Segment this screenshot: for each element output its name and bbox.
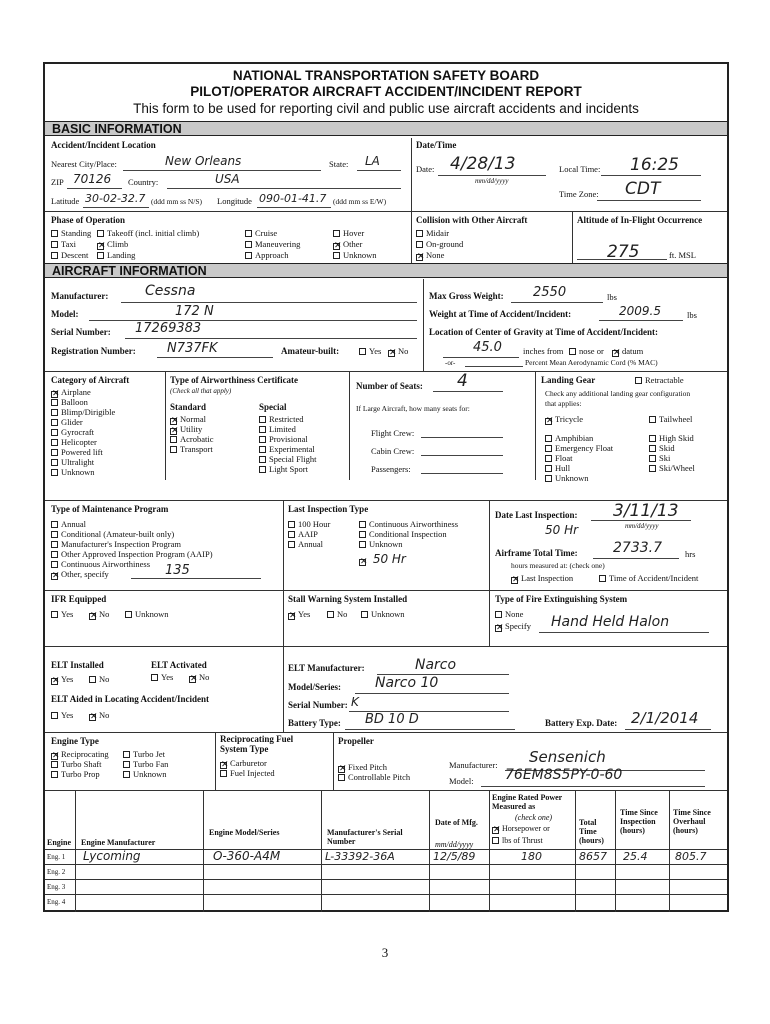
row1-total[interactable]: 8657 xyxy=(579,850,607,863)
row4-engine: Eng. 4 xyxy=(47,898,66,906)
dli-hint: mm/dd/yyyy xyxy=(625,522,659,530)
time-zone-label: Time Zone: xyxy=(559,189,599,199)
landing-gear-title: Landing Gear xyxy=(541,375,596,385)
date-value[interactable]: 4/28/13 xyxy=(450,154,516,174)
latitude-hint: (ddd mm ss N/S) xyxy=(151,197,203,206)
stall-yes[interactable]: ✕Yes xyxy=(289,609,311,621)
gear-unknown[interactable]: Unknown xyxy=(545,473,589,483)
stall-warning-title: Stall Warning System Installed xyxy=(288,594,408,604)
row1-power[interactable]: 180 xyxy=(521,850,542,863)
std-normal[interactable]: ✕Normal xyxy=(171,414,206,426)
local-time-label: Local Time: xyxy=(559,164,601,174)
stall-no[interactable]: No xyxy=(327,609,347,619)
row1-tso[interactable]: 805.7 xyxy=(675,850,707,863)
seats-label: Number of Seats: xyxy=(356,381,423,391)
battery-type-label: Battery Type: xyxy=(288,718,341,728)
propeller-title: Propeller xyxy=(338,736,374,746)
prog-aaip[interactable]: Other Approved Inspection Program (AAIP) xyxy=(51,549,213,559)
engine-type-title: Engine Type xyxy=(51,736,99,746)
cg-datum[interactable]: ✕datum xyxy=(613,346,644,358)
weight-at-accident-value[interactable]: 2009.5 xyxy=(619,304,661,318)
collision-midair[interactable]: Midair xyxy=(416,228,449,238)
elt-installed-title: ELT Installed xyxy=(51,660,104,670)
gear-emergency-float[interactable]: Emergency Float xyxy=(545,443,613,453)
elt-aided-yes[interactable]: Yes xyxy=(51,710,73,720)
sp-special-flight[interactable]: Special Flight xyxy=(259,454,316,464)
cat-airplane[interactable]: ✕Airplane xyxy=(52,387,91,399)
date-hint: mm/dd/yyyy xyxy=(475,177,509,185)
insp-continuous[interactable]: Continuous Airworthiness xyxy=(359,519,458,529)
etype-turbo-shaft[interactable]: Turbo Shaft xyxy=(51,759,102,769)
insp-aaip[interactable]: AAIP xyxy=(288,529,318,539)
std-transport[interactable]: Transport xyxy=(170,444,213,454)
col-thrust[interactable]: lbs of Thrust xyxy=(492,836,543,845)
location-title: Accident/Incident Location xyxy=(51,140,156,150)
ifr-no[interactable]: ✕No xyxy=(90,609,110,621)
gear-high-skid[interactable]: High Skid xyxy=(649,433,694,443)
phase-climb[interactable]: ✕Climb xyxy=(98,239,129,251)
band-basic-information: BASIC INFORMATION xyxy=(45,121,727,136)
cat-gyrocraft[interactable]: Gyrocraft xyxy=(51,427,94,437)
cg-inches: inches from xyxy=(523,346,564,356)
gear-skid[interactable]: Skid xyxy=(649,443,675,453)
fire-ext-title: Type of Fire Extinguishing System xyxy=(495,594,628,604)
cat-unknown[interactable]: Unknown xyxy=(51,467,95,477)
etype-turbo-fan[interactable]: Turbo Fan xyxy=(123,759,168,769)
weight-at-accident-label: Weight at Time of Accident/Incident: xyxy=(429,309,572,319)
elt-model-label: Model/Series: xyxy=(288,682,341,692)
gear-tricycle[interactable]: ✕Tricycle xyxy=(546,414,584,426)
col-tso: Time Since Overhaul (hours) xyxy=(673,808,711,835)
phase-taxi[interactable]: Taxi xyxy=(51,239,76,249)
insp-annual[interactable]: Annual xyxy=(288,539,323,549)
col-engine: Engine xyxy=(47,838,72,847)
sp-restricted[interactable]: Restricted xyxy=(259,414,303,424)
stall-unknown[interactable]: Unknown xyxy=(361,609,405,619)
phase-descent[interactable]: Descent xyxy=(51,250,88,260)
etype-reciprocating[interactable]: ✕Reciprocating xyxy=(52,749,109,761)
col-engine-mfr: Engine Manufacturer xyxy=(81,838,156,847)
elt-aided-title: ELT Aided in Locating Accident/Incident xyxy=(51,694,210,704)
altitude-unit: ft. MSL xyxy=(669,250,696,260)
category-title: Category of Aircraft xyxy=(51,375,130,385)
latitude-value[interactable]: 30-02-32.7 xyxy=(85,192,146,205)
prop-controllable-pitch[interactable]: Controllable Pitch xyxy=(338,772,410,782)
std-acrobatic[interactable]: Acrobatic xyxy=(170,434,214,444)
phase-maneuvering[interactable]: Maneuvering xyxy=(245,239,300,249)
phase-unknown[interactable]: Unknown xyxy=(333,250,377,260)
row2-engine: Eng. 2 xyxy=(47,868,66,876)
date-last-inspection-value[interactable]: 3/11/13 xyxy=(613,501,679,521)
prop-mfr-label: Manufacturer: xyxy=(449,760,498,770)
col-engine-model: Engine Model/Series xyxy=(209,828,280,837)
form-subtitle: This form to be used for reporting civil and public use aircraft accidents and incidents xyxy=(133,101,639,116)
row1-date[interactable]: 12/5/89 xyxy=(433,850,476,863)
standard-title: Standard xyxy=(170,402,207,412)
att-hrs: hrs xyxy=(685,549,696,559)
special-title: Special xyxy=(259,402,287,412)
gear-tailwheel[interactable]: Tailwheel xyxy=(649,414,692,424)
altitude-title: Altitude of In-Flight Occurrence xyxy=(577,215,703,225)
sp-light-sport[interactable]: Light Sport xyxy=(259,464,308,474)
band-aircraft-information: AIRCRAFT INFORMATION xyxy=(45,263,727,278)
col-tsi: Time Since Inspection (hours) xyxy=(620,808,658,835)
fire-ext-value[interactable]: Hand Held Halon xyxy=(551,614,670,630)
sp-limited[interactable]: Limited xyxy=(259,424,296,434)
etype-turbo-prop[interactable]: Turbo Prop xyxy=(51,769,100,779)
col-date-mfg: Date of Mfg. xyxy=(435,818,478,827)
model-label: Model: xyxy=(51,309,79,319)
ifr-unknown[interactable]: Unknown xyxy=(125,609,169,619)
elt-installed-yes[interactable]: ✕Yes xyxy=(52,674,74,686)
amateur-no[interactable]: ✕No xyxy=(389,346,409,358)
phase-cruise[interactable]: Cruise xyxy=(245,228,277,238)
phase-hover[interactable]: Hover xyxy=(333,228,364,238)
wt-lbs: lbs xyxy=(687,310,697,320)
cat-blimp[interactable]: Blimp/Dirigible xyxy=(51,407,115,417)
maint-program-title: Type of Maintenance Program xyxy=(51,504,169,514)
phase-landing[interactable]: Landing xyxy=(97,250,135,260)
gear-ski[interactable]: Ski xyxy=(649,453,670,463)
phase-takeoff[interactable]: Takeoff (incl. initial climb) xyxy=(97,228,199,238)
cabin-crew-label: Cabin Crew: xyxy=(371,446,415,456)
elt-activated-no[interactable]: ✕No xyxy=(190,672,210,684)
max-gross-weight-label: Max Gross Weight: xyxy=(429,291,504,301)
elt-activated-title: ELT Activated xyxy=(151,660,207,670)
datetime-title: Date/Time xyxy=(416,140,457,150)
insp-conditional[interactable]: Conditional Inspection xyxy=(359,529,447,539)
elt-installed-no[interactable]: No xyxy=(89,674,109,684)
elt-mfr-value[interactable]: Narco xyxy=(415,657,457,673)
prop-model-value[interactable]: 76EM8S5PY-0-60 xyxy=(505,767,623,783)
country-label: Country: xyxy=(128,177,159,187)
col-serial: Manufacturer's Serial Number xyxy=(327,828,403,846)
collision-title: Collision with Other Aircraft xyxy=(416,215,528,225)
elt-serial-value[interactable]: K xyxy=(351,695,359,709)
battery-exp-value[interactable]: 2/1/2014 xyxy=(631,709,699,727)
col-date-hint: mm/dd/yyyy xyxy=(435,840,474,849)
seats-value[interactable]: 4 xyxy=(457,371,468,391)
col-horsepower[interactable]: ✕Horsepower or xyxy=(493,824,550,835)
registration-value[interactable]: N737FK xyxy=(167,341,218,356)
seats-large-hint: If Large Aircraft, how many seats for: xyxy=(356,404,470,413)
fire-specify[interactable]: ✕Specify xyxy=(496,621,531,633)
phase-approach[interactable]: Approach xyxy=(245,250,289,260)
amateur-built-label: Amateur-built: xyxy=(281,346,340,356)
local-time-value[interactable]: 16:25 xyxy=(630,155,679,175)
ifr-yes[interactable]: Yes xyxy=(51,609,73,619)
elt-serial-label: Serial Number: xyxy=(288,700,348,710)
accident-report-form xyxy=(43,62,729,912)
model-value[interactable]: 172 N xyxy=(175,304,214,319)
prog-manufacturer[interactable]: Manufacturer's Inspection Program xyxy=(51,539,181,549)
etype-turbo-jet[interactable]: Turbo Jet xyxy=(123,749,165,759)
registration-label: Registration Number: xyxy=(51,346,136,356)
altitude-value[interactable]: 275 xyxy=(607,242,640,262)
state-label: State: xyxy=(329,159,349,169)
insp-100-hour[interactable]: 100 Hour xyxy=(288,519,330,529)
cg-nose[interactable]: nose or xyxy=(569,346,604,356)
flight-crew-label: Flight Crew: xyxy=(371,428,415,438)
cat-ultralight[interactable]: Ultralight xyxy=(51,457,94,467)
cat-balloon[interactable]: Balloon xyxy=(51,397,88,407)
elt-activated-yes[interactable]: Yes xyxy=(151,672,173,682)
mgw-lbs: lbs xyxy=(607,292,617,302)
longitude-value[interactable]: 090-01-41.7 xyxy=(259,192,327,205)
phase-title: Phase of Operation xyxy=(51,215,125,225)
insp-unknown[interactable]: Unknown xyxy=(359,539,403,549)
passengers-label: Passengers: xyxy=(371,464,411,474)
last-inspection-type-title: Last Inspection Type xyxy=(288,504,369,514)
row3-engine: Eng. 3 xyxy=(47,883,66,891)
etype-unknown[interactable]: Unknown xyxy=(123,769,167,779)
elt-model-value[interactable]: Narco 10 xyxy=(375,675,439,691)
prog-other[interactable]: ✕Other, specify xyxy=(52,569,109,581)
cat-helicopter[interactable]: Helicopter xyxy=(51,437,97,447)
airframe-total-time-label: Airframe Total Time: xyxy=(495,548,578,558)
fuel-carburetor[interactable]: ✕Carburetor xyxy=(221,758,267,770)
gear-hint: Check any additional landing gear configuration that applies: xyxy=(545,389,691,408)
cg-or: -or- xyxy=(445,359,456,367)
insp-note[interactable]: ✕ 50 Hr xyxy=(360,552,406,567)
col-power: Engine Rated Power Measured as xyxy=(492,793,563,811)
col-power-hint: (check one) xyxy=(515,813,553,822)
row1-mfr[interactable]: Lycoming xyxy=(83,849,141,863)
max-gross-weight-value[interactable]: 2550 xyxy=(533,285,567,300)
latitude-label: Latitude xyxy=(51,196,80,206)
cg-label: Location of Center of Gravity at Time of Accident/Incident: xyxy=(429,327,658,337)
phase-other[interactable]: ✕Other xyxy=(334,239,363,251)
prog-conditional[interactable]: Conditional (Amateur-built only) xyxy=(51,529,174,539)
longitude-hint: (ddd mm ss E/W) xyxy=(333,197,387,206)
form-title-line2: PILOT/OPERATOR AIRCRAFT ACCIDENT/INCIDENT REPORT xyxy=(190,84,582,99)
sp-experimental[interactable]: Experimental xyxy=(259,444,315,454)
zip-value[interactable]: 70126 xyxy=(73,172,112,186)
serial-value[interactable]: 17269383 xyxy=(135,321,202,336)
fuel-system-title: Reciprocating Fuel System Type xyxy=(220,734,294,754)
dli-note[interactable]: 50 Hr xyxy=(545,523,579,537)
gear-retractable[interactable]: Retractable xyxy=(635,375,684,385)
amateur-yes[interactable]: Yes xyxy=(359,346,381,356)
sp-provisional[interactable]: Provisional xyxy=(259,434,308,444)
gear-float[interactable]: Float xyxy=(545,453,572,463)
manufacturer-label: Manufacturer: xyxy=(51,291,109,301)
country-value[interactable]: USA xyxy=(215,172,240,186)
fire-none[interactable]: None xyxy=(495,609,523,619)
col-total-time: Total Time (hours) xyxy=(579,818,604,845)
battery-exp-label: Battery Exp. Date: xyxy=(545,718,618,728)
gear-amphibian[interactable]: Amphibian xyxy=(545,433,593,443)
elt-aided-no[interactable]: ✕No xyxy=(90,710,110,722)
row1-serial[interactable]: L-33392-36A xyxy=(325,850,395,863)
cat-powered-lift[interactable]: Powered lift xyxy=(51,447,103,457)
prog-other-value[interactable]: 135 xyxy=(165,563,190,578)
cat-glider[interactable]: Glider xyxy=(51,417,83,427)
city-label: Nearest City/Place: xyxy=(51,159,117,169)
battery-type-value[interactable]: BD 10 D xyxy=(365,712,419,727)
time-zone-value[interactable]: CDT xyxy=(625,179,661,199)
ifr-title: IFR Equipped xyxy=(51,594,107,604)
cg-value[interactable]: 45.0 xyxy=(473,340,502,355)
airworthiness-hint: (Check all that apply) xyxy=(170,387,232,395)
longitude-label: Longitude xyxy=(217,196,252,206)
serial-label: Serial Number: xyxy=(51,327,111,337)
elt-mfr-label: ELT Manufacturer: xyxy=(288,663,365,673)
cg-mac: Percent Mean Aerodynamic Cord (% MAC) xyxy=(525,358,658,367)
city-value[interactable]: New Orleans xyxy=(165,154,242,168)
airframe-total-time-value[interactable]: 2733.7 xyxy=(613,540,662,556)
form-title-line1: NATIONAL TRANSPORTATION SAFETY BOARD xyxy=(232,68,540,83)
prop-model-label: Model: xyxy=(449,776,474,786)
prop-fixed-pitch[interactable]: ✕Fixed Pitch xyxy=(339,762,387,774)
fuel-injected[interactable]: Fuel Injected xyxy=(220,768,275,778)
phase-standing[interactable]: Standing xyxy=(51,228,91,238)
prog-continuous[interactable]: Continuous Airworthiness xyxy=(51,559,150,569)
collision-none[interactable]: ✕None xyxy=(417,250,445,262)
date-last-inspection-label: Date Last Inspection: xyxy=(495,510,578,520)
state-value[interactable]: LA xyxy=(365,154,380,168)
prop-mfr-value[interactable]: Sensenich xyxy=(529,748,606,766)
gear-hull[interactable]: Hull xyxy=(545,463,570,473)
zip-label: ZIP xyxy=(51,177,64,187)
std-utility[interactable]: ✕Utility xyxy=(171,424,203,436)
row1-engine: Eng. 1 xyxy=(47,853,66,861)
row1-tsi[interactable]: 25.4 xyxy=(623,850,648,863)
page-number: 3 xyxy=(381,945,389,960)
airworthiness-title: Type of Airworthiness Certificate xyxy=(170,375,299,385)
att-time-of-accident[interactable]: Time of Accident/Incident xyxy=(599,573,698,583)
row1-model[interactable]: O-360-A4M xyxy=(213,849,281,863)
att-hint: hours measured at: (check one) xyxy=(511,561,605,570)
gear-ski-wheel[interactable]: Ski/Wheel xyxy=(649,463,695,473)
collision-on-ground[interactable]: On-ground xyxy=(416,239,463,249)
att-last-inspection[interactable]: ✕Last Inspection xyxy=(512,573,574,585)
manufacturer-value[interactable]: Cessna xyxy=(145,283,196,299)
prog-annual[interactable]: Annual xyxy=(51,519,86,529)
date-label: Date: xyxy=(416,164,435,174)
